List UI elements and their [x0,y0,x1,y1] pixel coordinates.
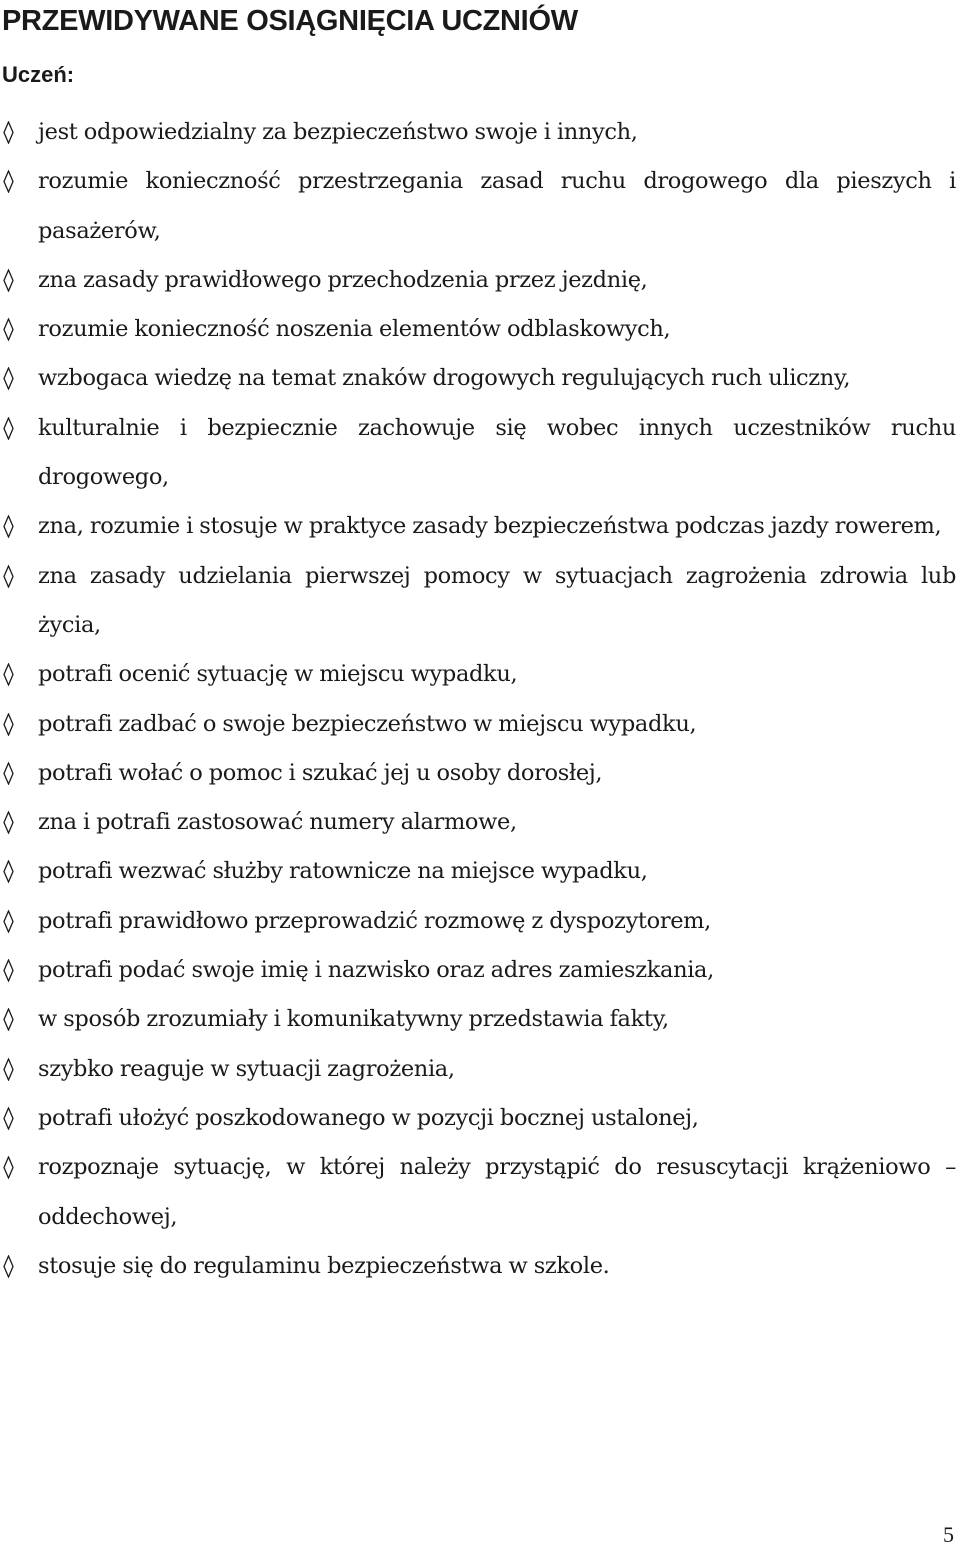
diamond-outline-icon [3,417,14,440]
diamond-outline-icon [3,269,14,292]
list-item [0,650,960,699]
list-item-text: wzbogaca wiedzę na temat znaków drogowych regulujących ruch uliczny, [38,365,851,392]
list-item-text: kulturalnie i bezpiecznie zachowuje się wobec innych uczestników ruchu drogowego, [38,414,956,491]
list-item [0,157,960,256]
list-item [0,1045,960,1094]
list-item [0,749,960,798]
diamond-outline-icon [3,1107,14,1130]
outcomes-list [0,108,960,1291]
list-item-text: jest odpowiedzialny za bezpieczeństwo swoje i innych, [38,119,638,145]
list-item-text: rozumie konieczność noszenia elementów odblaskowych, [38,316,671,343]
list-item [0,552,960,651]
subject-label: Uczeń: [2,62,75,87]
list-item [0,1094,960,1143]
diamond-outline-icon [3,515,14,538]
list-item [0,256,960,305]
list-item-text: zna i potrafi zastosować numery alarmowe, [38,809,517,836]
diamond-outline-icon [3,367,14,390]
list-item [0,897,960,946]
list-item-text: potrafi prawidłowo przeprowadzić rozmowę z dyspozytorem, [38,907,711,934]
list-item-text: potrafi ułożyć poszkodowanego w pozycji bocznej ustalonej, [38,1104,699,1131]
list-item [0,108,960,157]
list-item-text: potrafi ocenić sytuację w miejscu wypadku, [38,661,518,688]
list-item-text: stosuje się do regulaminu bezpieczeństwa w szkole. [38,1252,610,1279]
list-item [0,1242,960,1291]
list-item-text: zna, rozumie i stosuje w praktyce zasady bezpieczeństwa podczas jazdy rowerem, [38,513,942,540]
list-item [0,700,960,749]
list-item-text: potrafi wezwać służby ratownicze na miejsce wypadku, [38,858,648,885]
list-item [0,995,960,1044]
list-item-text: rozumie konieczność przestrzegania zasad ruchu drogowego dla pieszych i pasażerów, [38,168,956,244]
list-item [0,798,960,847]
diamond-outline-icon [3,910,14,933]
page-number: 5 [943,1522,954,1547]
diamond-outline-icon [3,1156,14,1179]
diamond-outline-icon [3,318,14,341]
diamond-outline-icon [3,959,14,982]
diamond-outline-icon [3,1058,14,1081]
list-item [0,305,960,354]
list-item-text: rozpoznaje sytuację, w której należy przystąpić do resuscytacji krążeniowo – oddechowej, [38,1154,956,1230]
list-item-text: potrafi zadbać o swoje bezpieczeństwo w miejscu wypadku, [38,710,697,737]
list-item [0,354,960,403]
diamond-outline-icon [3,170,14,193]
list-item [0,847,960,896]
diamond-outline-icon [3,860,14,883]
list-item [0,502,960,551]
list-item-text: potrafi podać swoje imię i nazwisko oraz adres zamieszkania, [38,957,714,984]
page-title: PRZEWIDYWANE OSIĄGNIĘCIA UCZNIÓW [2,5,578,37]
diamond-outline-icon [3,811,14,834]
list-item-text: szybko reaguje w sytuacji zagrożenia, [38,1055,455,1082]
diamond-outline-icon [3,1255,14,1278]
list-item-text: zna zasady udzielania pierwszej pomocy w sytuacjach zagrożenia zdrowia lub życia, [38,562,956,638]
diamond-outline-icon [3,713,14,736]
list-item [0,1143,960,1242]
list-item-text: w sposób zrozumiały i komunikatywny przedstawia fakty, [38,1006,669,1033]
list-item-text: potrafi wołać o pomoc i szukać jej u osoby dorosłej, [38,759,603,786]
diamond-outline-icon [3,663,14,686]
list-item [0,404,960,503]
diamond-outline-icon [3,1008,14,1031]
diamond-outline-icon [3,565,14,588]
diamond-outline-icon [3,121,14,144]
list-item [0,946,960,995]
list-item-text: zna zasady prawidłowego przechodzenia przez jezdnię, [38,266,648,293]
diamond-outline-icon [3,762,14,785]
